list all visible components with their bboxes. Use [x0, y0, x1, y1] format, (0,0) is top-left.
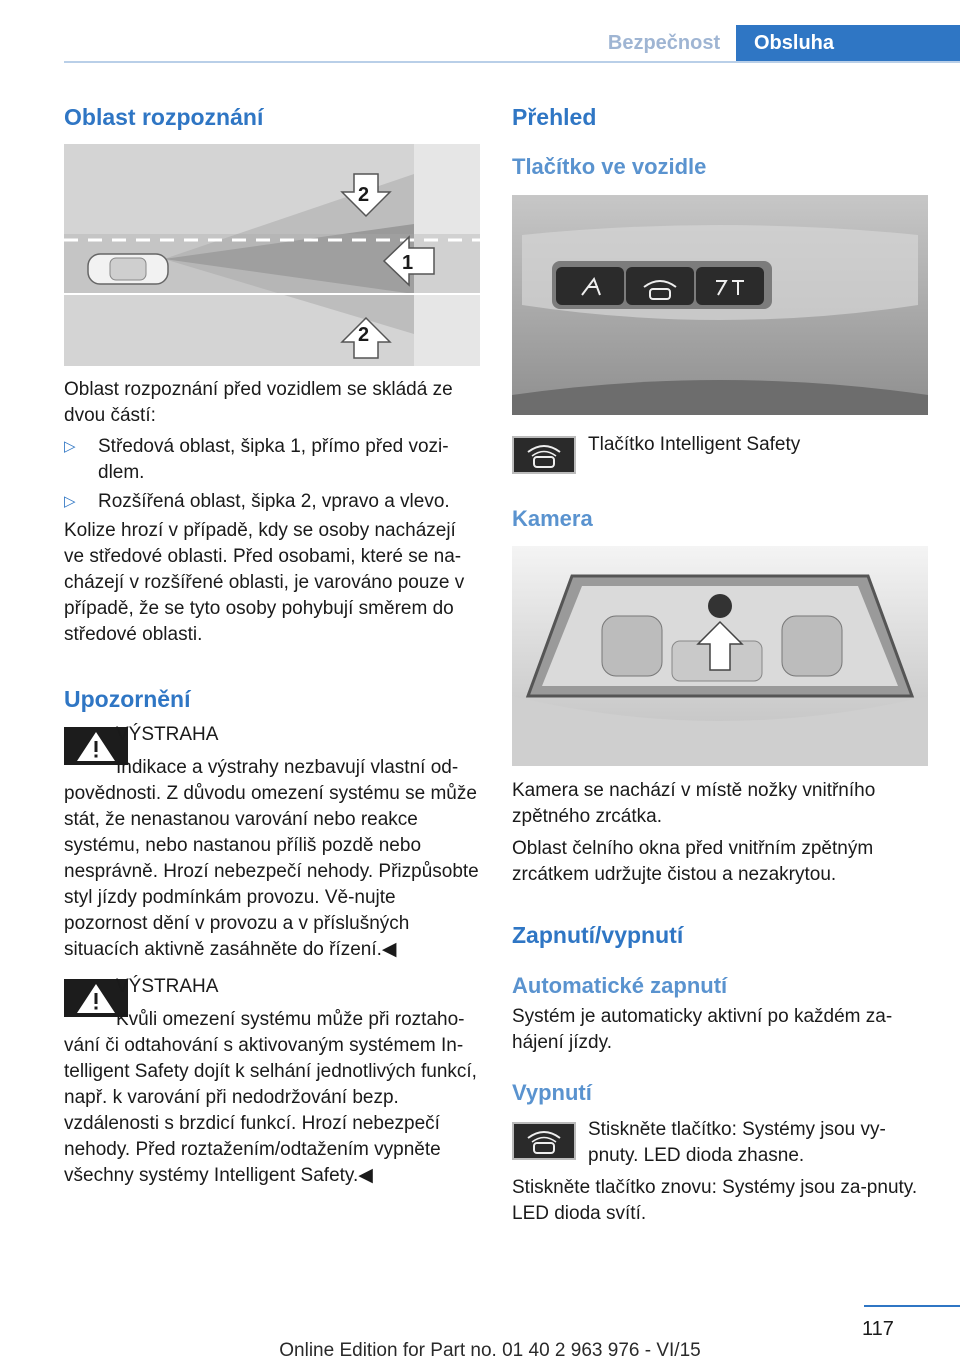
warning-title: VÝSTRAHA — [116, 976, 219, 997]
auto-on-text: Systém je automaticky aktivní po každém za‐hájení jízdy. — [512, 1006, 893, 1053]
tab-bezpecnost[interactable]: Bezpečnost — [607, 32, 721, 54]
footer-edition: Online Edition for Part no. 01 40 2 963 976 - VI/15 — [279, 1340, 701, 1361]
button-photo — [512, 195, 928, 415]
list-item-text: Rozšířená oblast, šipka 2, vpravo a vlevo. — [98, 491, 450, 512]
heading-notice: Upozornění — [64, 686, 191, 712]
page-number: 117 — [862, 1318, 894, 1340]
heading-off: Vypnutí — [512, 1080, 592, 1105]
heading-detection-area: Oblast rozpoznání — [64, 104, 264, 130]
fig-label-2-bottom: 2 — [358, 324, 370, 346]
tab-obsluha[interactable]: Obsluha — [736, 25, 960, 61]
bullet-icon: ▷ — [64, 493, 76, 510]
warning-title: VÝSTRAHA — [116, 724, 219, 745]
footer-divider — [864, 1305, 960, 1307]
list-item-text: Středová oblast, šipka 1, přímo před vozi‐dlem. — [98, 436, 449, 483]
intelligent-safety-button-icon — [512, 1122, 576, 1160]
intelligent-safety-button-icon — [512, 436, 576, 474]
list-item — [64, 434, 480, 486]
list-item — [64, 489, 480, 515]
detection-area-diagram — [64, 144, 480, 366]
fig-label-2-top: 2 — [358, 184, 370, 206]
intro-text: Oblast rozpoznání před vozidlem se skládá ze dvou částí: — [64, 379, 453, 426]
heading-on-off: Zapnutí/vypnutí — [512, 922, 684, 948]
off-text: Stiskněte tlačítko: Systémy jsou vy‐pnuty. LED dioda zhasne. — [588, 1119, 886, 1166]
button-caption: Tlačítko Intelligent Safety — [588, 434, 801, 455]
heading-auto-on: Automatické zapnutí — [512, 973, 728, 998]
heading-overview: Přehled — [512, 104, 597, 130]
detection-area-figure — [64, 144, 480, 366]
bullet-icon: ▷ — [64, 438, 76, 455]
warning-text: Kvůli omezení systému může při roztaho‐vání či odtahování s aktivovaným systémem In‐telligent Safety dojít k selhání jednotlivých funkcí, např. k varování při nedodržování bezp. vzdálenosti s brzdicí funkcí. Hrozí nebezpečí nehody. Před roztažením/odtažením vypněte všechny systémy Intelligent Safety.◀ — [64, 1009, 477, 1186]
collision-paragraph: Kolize hrozí v případě, kdy se osoby nacházejí ve středové oblasti. Před osobami, které se na‐cházejí v rozšířené oblasti, je varováno pouze v případě, že se tyto osoby pohybují směrem do středové oblasti. — [64, 520, 465, 645]
header-divider — [64, 61, 960, 63]
heading-button-in-vehicle: Tlačítko ve vozidle — [512, 154, 707, 179]
warning-text: Indikace a výstrahy nezbavují vlastní od‐povědnosti. Z důvodu omezení systému se může stát, že nenastanou varování nebo reakce systému, nebo nastanou příliš pozdě nebo nesprávně. Hrozí nebezpečí nehody. Přizpůsobte styl jízdy podmínkám provozu. Vě‐nujte pozornost dění v provozu a v příslušných situacích aktivně zasáhněte do řízení.◀ — [64, 757, 479, 960]
heading-camera: Kamera — [512, 506, 593, 531]
camera-clean-text: Oblast čelního okna před vnitřním zpětným zrcátkem udržujte čistou a nezakrytou. — [512, 838, 874, 885]
camera-location-text: Kamera se nachází v místě nožky vnitřního zpětného zrcátka. — [512, 780, 876, 827]
camera-photo — [512, 546, 928, 766]
on-again-text: Stiskněte tlačítko znovu: Systémy jsou za‐pnuty. LED dioda svítí. — [512, 1177, 918, 1224]
fig-label-1: 1 — [402, 252, 414, 274]
